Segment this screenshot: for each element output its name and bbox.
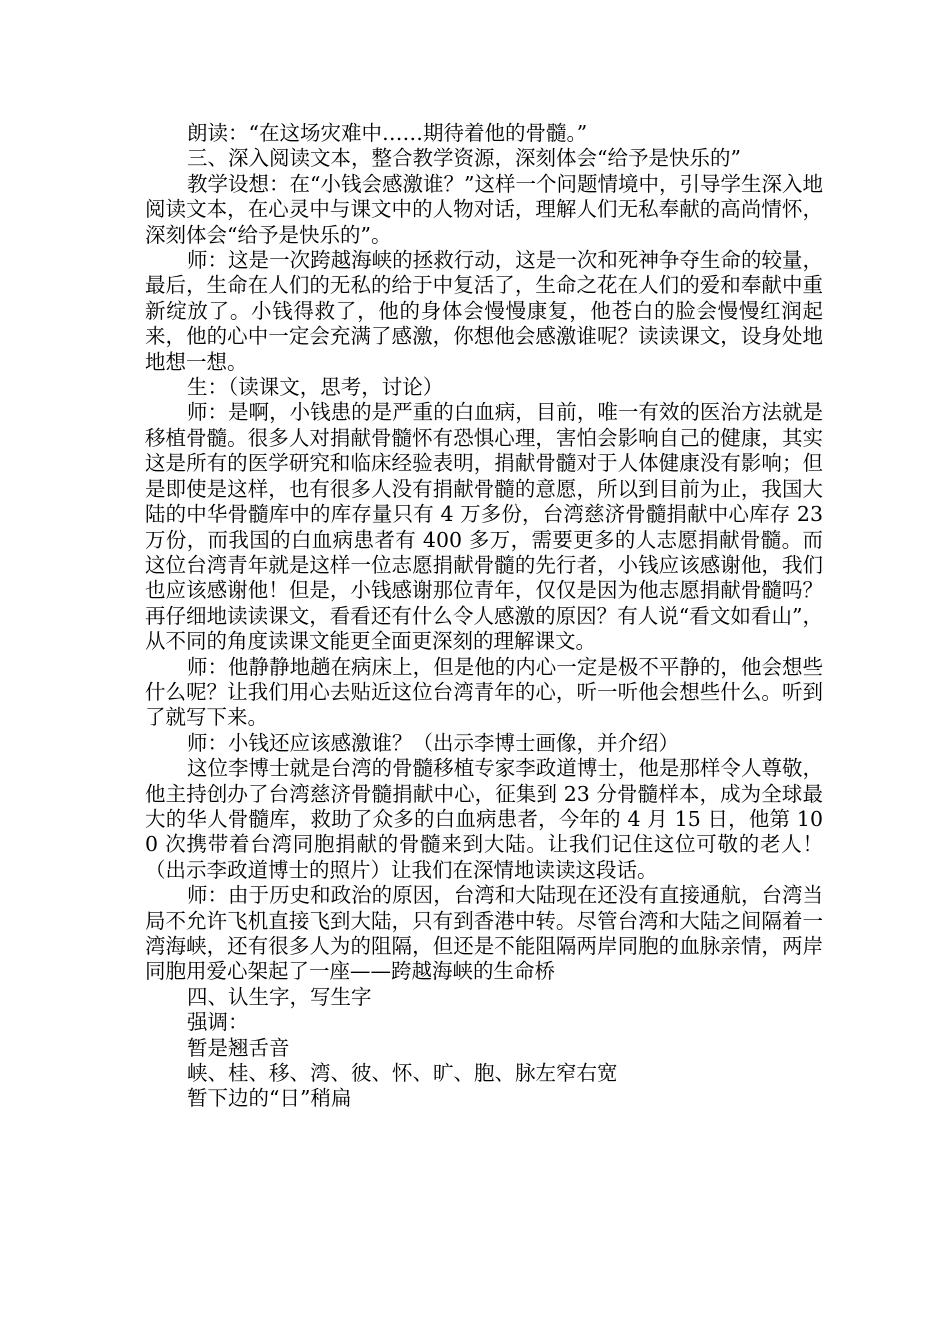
- teacher-paragraph-leukemia: 师：是啊，小钱患的是严重的白血病，目前，唯一有效的医治方法就是移植骨髓。很多人对捐献骨髓怀有恐惧心理，害怕会影响自己的健康，其实这是所有的医学研究和临床经验表明，捐献骨髓对于人体健康没有影响；但是即使是这样，也有很多人没有捐献骨髓的意愿，所以到目前为止，我国大陆的中华骨髓库中的库存量只有 4 万多份，台湾慈济骨髓捐献中心库存 23 万份，而我国的白血病患者有 400 多万，需要更多的人志愿捐献骨髓。而这位台湾青年就是这样一位志愿捐献骨髓的先行者，小钱应该感谢他，我们也应该感谢他！但是，小钱感谢那位青年，仅仅是因为他志愿捐献骨髓吗？再仔细地读读课文，看看还有什么令人感激的原因？有人说“看文如看山”，从不同的角度读课文能更全面更深刻的理解课文。: [145, 400, 823, 654]
- section-heading-three: 三、深入阅读文本，整合教学资源，深刻体会“给予是快乐的”: [187, 146, 741, 171]
- note-character-structure: 峡、桂、移、湾、彼、怀、旷、胞、脉左窄右宽: [187, 1061, 618, 1086]
- section-heading-four: 四、认生字，写生字: [187, 984, 372, 1009]
- teacher-paragraph-thoughts: 师：他静静地趟在病床上，但是他的内心一定是极不平静的，他会想些什么呢？让我们用心去贴近这位台湾青年的心，听一听他会想些什么。听到了就写下来。: [145, 654, 823, 730]
- emphasis-label: 强调：: [187, 1010, 249, 1035]
- teaching-design-paragraph: 教学设想：在“小钱会感激谁？”这样一个问题情境中，引导学生深入地阅读文本，在心灵中与课文中的人物对话，理解人们无私奉献的高尚情怀，深刻体会“给予是快乐的”。: [145, 171, 823, 247]
- teacher-paragraph-strait: 师：由于历史和政治的原因，台湾和大陆现在还没有直接通航，台湾当局不允许飞机直接飞到大陆，只有到香港中转。尽管台湾和大陆之间隔着一湾海峡，还有很多人为的阻隔，但还是不能阻隔两岸同胞的血脉亲情，两岸同胞用爱心架起了一座——跨越海峡的生命桥: [145, 883, 823, 984]
- student-paragraph: 生：（读课文，思考，讨论）: [187, 375, 444, 400]
- note-retroflex: 暂是翘舌音: [187, 1035, 290, 1060]
- teacher-paragraph-who: 师：小钱还应该感激谁？（出示李博士画像，并介绍）: [187, 730, 679, 755]
- teacher-paragraph-rescue: 师：这是一次跨越海峡的拯救行动，这是一次和死神争夺生命的较量，最后，生命在人们的无私的给于中复活了，生命之花在人们的爱和奉献中重新绽放了。小钱得救了，他的身体会慢慢康复，他苍白的脸会慢慢红润起来，他的心中一定会充满了感激，你想他会感激谁呢？读读课文，设身处地地想一想。: [145, 248, 823, 374]
- document-body: [145, 121, 823, 1112]
- reading-instruction: 朗读：“在这场灾难中……期待着他的骨髓。”: [187, 121, 588, 145]
- note-flat-ri: 暂下边的“日”稍扁: [187, 1086, 352, 1111]
- doctor-li-paragraph: 这位李博士就是台湾的骨髓移植专家李政道博士，他是那样令人尊敬，他主持创办了台湾慈济骨髓捐献中心，征集到 23 分骨髓样本，成为全球最大的华人骨髓库，救助了众多的白血病患者，今年的 4 月 15 日，他第 100 次携带着台湾同胞捐献的骨髓来到大陆。让我们记住这位可敬的老人！（出示李政道博士的照片）让我们在深情地读读这段话。: [145, 756, 823, 882]
